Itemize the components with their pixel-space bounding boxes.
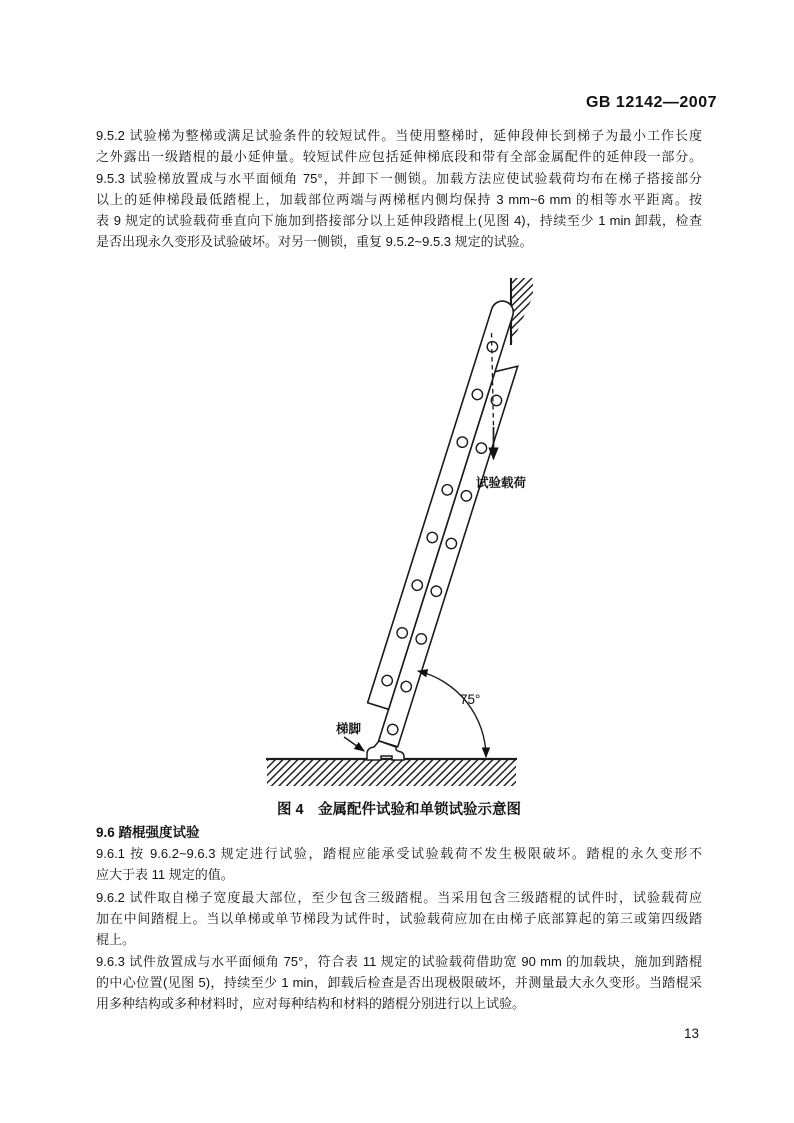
paragraph-line: 用多种结构或多种材料时，应对每种结构和材料的踏棍分别进行以上试验。: [96, 996, 526, 1011]
paragraph-963: [96, 951, 702, 1014]
paragraph-line: 9.6.3 试件放置成与水平面倾角 75°，符合表 11 规定的试验载荷借助宽 90 mm 的加载块，施加到踏棍: [96, 954, 702, 969]
page-number: 13: [684, 1026, 700, 1041]
paragraph-line: 9.5.2 试验梯为整梯或满足试验条件的较短试件。当使用整梯时，延伸段伸长到梯子为最小工作长度: [96, 128, 702, 143]
paragraph-952: [96, 125, 702, 167]
paragraph-line: 表 9 规定的试验载荷垂直向下施加到搭接部分以上延伸段踏棍上(见图 4)，持续至少 1 min 卸载，检查: [96, 213, 702, 228]
extension-ladder: [358, 298, 535, 746]
paragraph-953: [96, 168, 702, 252]
paragraph-line: 9.6.2 试件取自梯子宽度最大部位，至少包含三级踏棍。当采用包含三级踏棍的试件时，试验载荷应: [96, 890, 702, 905]
paragraph-962: [96, 887, 702, 950]
ground-hatching: [267, 760, 516, 786]
paragraph-line: 以上的延伸梯段最低踏棍上，加载部位两端与两梯框内侧均保持 3 mm~6 mm 的相等水平距离。按: [96, 192, 702, 207]
paragraph-line: 9.6.1 按 9.6.2~9.6.3 规定进行试验，踏棍应能承受试验载荷不发生极限破坏。踏棍的永久变形不: [96, 846, 702, 861]
angle-label: 75°: [460, 692, 481, 707]
paragraph-line: 的中心位置(见图 5)，持续至少 1 min，卸载后检查是否出现极限破坏，并测量最大永久变形。当踏棍采: [96, 975, 702, 990]
paragraph-line: 加在中间踏棍上。当以单梯或单节梯段为试件时，试验载荷应加在由梯子底部算起的第三或第四级踏: [96, 911, 702, 926]
paragraph-line: 是否出现永久变形及试验破坏。对另一侧锁，重复 9.5.2~9.5.3 规定的试验。: [96, 234, 533, 249]
paragraph-961: [96, 843, 702, 885]
figure-4-caption: 图 4 金属配件试验和单锁试验示意图: [276, 802, 522, 818]
wall-hatching: [511, 278, 533, 345]
foot-pointer-arrow: [344, 737, 364, 751]
ladder-base-section: [379, 360, 518, 747]
paragraph-line: 棍上。: [96, 932, 136, 947]
angle-arc: [418, 671, 486, 757]
load-label: 试验载荷: [476, 476, 527, 490]
section-96-heading: 9.6 踏棍强度试验: [96, 825, 200, 840]
paragraph-line: 9.5.3 试验梯放置成与水平面倾角 75°，并卸下一侧锁。加载方法应使试验载荷均布在梯子搭接部分: [96, 171, 702, 186]
paragraph-line: 之外露出一级踏棍的最小延伸量。较短试件应包括延伸梯底段和带有全部金属配件的延伸段一部分。: [96, 149, 702, 164]
foot-label: 梯脚: [336, 722, 362, 736]
figure-4-diagram: [250, 268, 550, 796]
document-number-header: GB 12142—2007: [585, 94, 717, 111]
ladder-fly-section: [368, 298, 516, 709]
paragraph-line: 应大于表 11 规定的值。: [96, 867, 234, 882]
